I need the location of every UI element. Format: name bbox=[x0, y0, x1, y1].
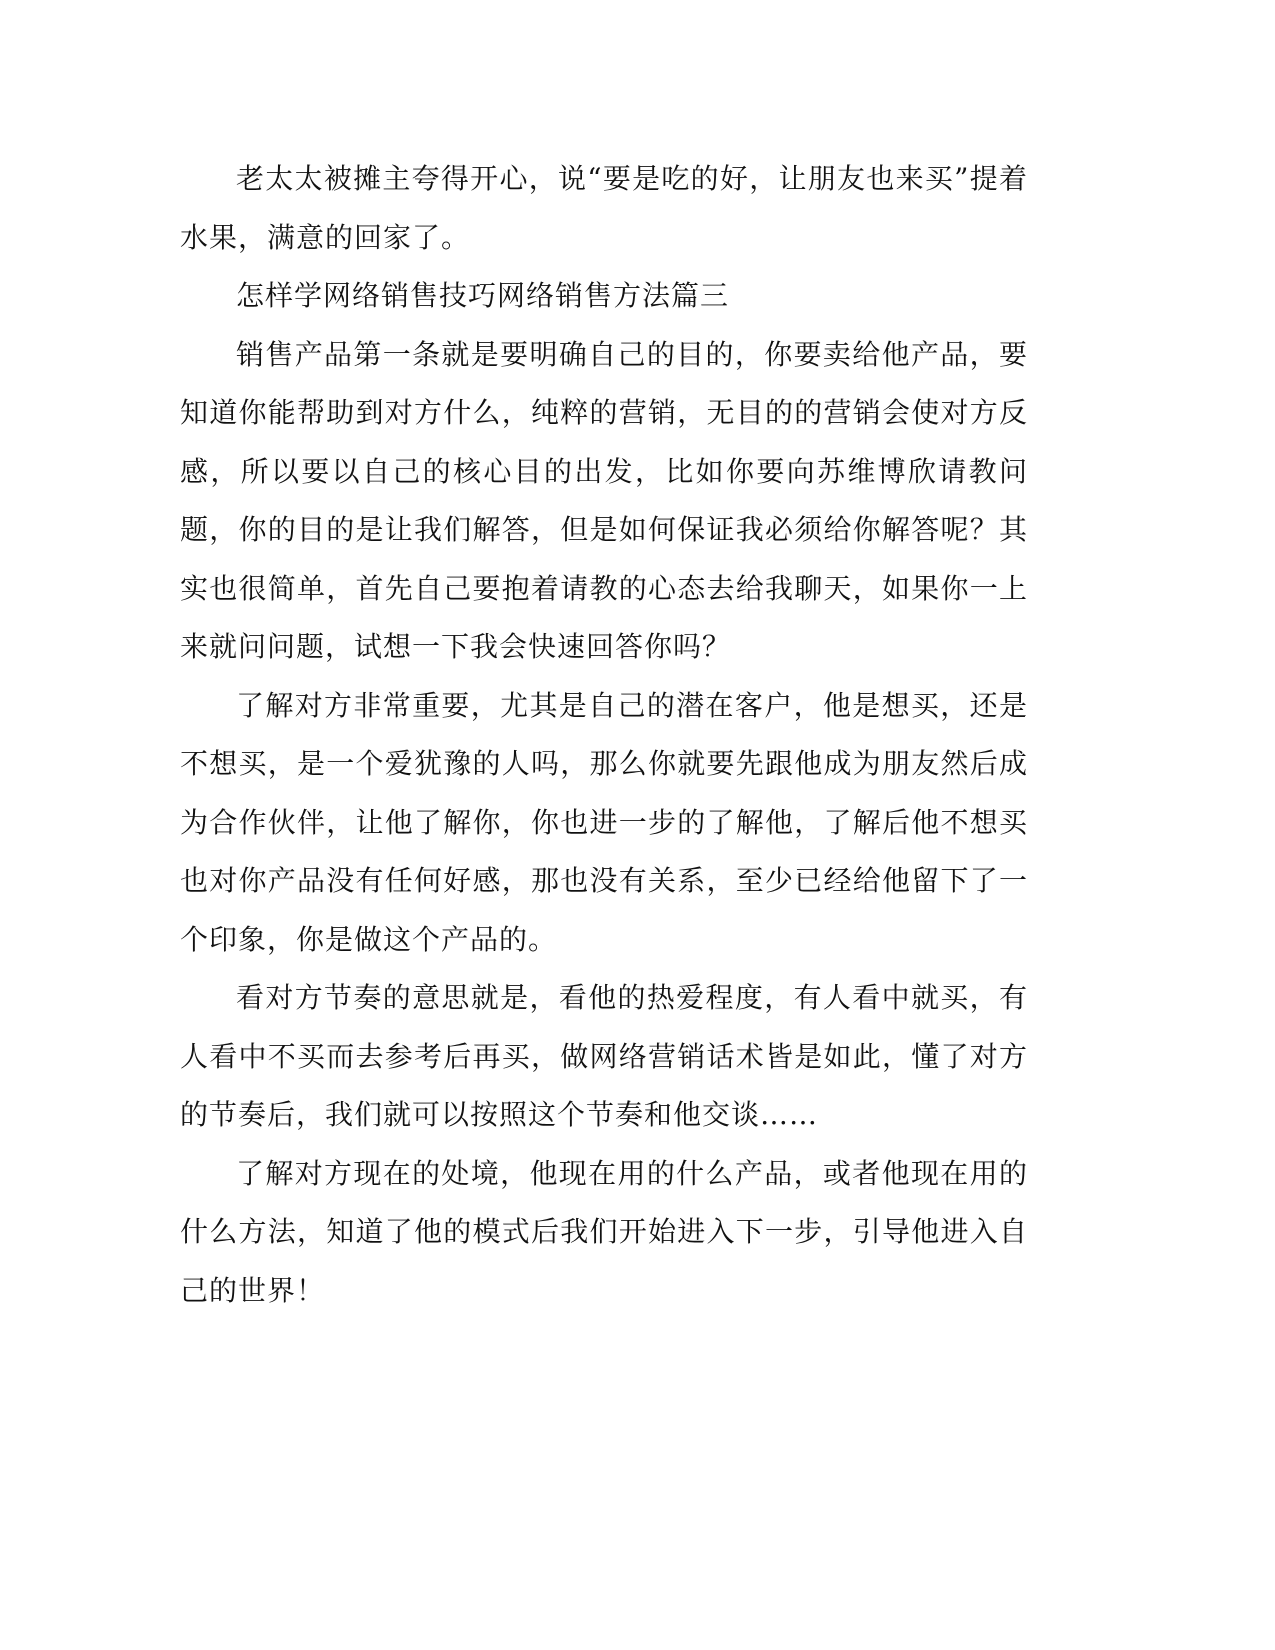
section-heading: 怎样学网络销售技巧网络销售方法篇三 bbox=[236, 279, 730, 312]
document-page bbox=[180, 150, 1028, 1320]
paragraph-situation: 了解对方现在的处境，他现在用的什么产品，或者他现在用的什么方法，知道了他的模式后我们开始进入下一步，引导他进入自己的世界！ bbox=[180, 1156, 1028, 1307]
paragraph-purpose: 销售产品第一条就是要明确自己的目的，你要卖给他产品，要知道你能帮助到对方什么，纯粹的营销，无目的的营销会使对方反感，所以要以自己的核心目的出发，比如你要向苏维博欣请教问题，你的目的是让我们解答，但是如何保证我必须给你解答呢？其实也很简单，首先自己要抱着请教的心态去给我聊天，如果你一上来就问问题，试想一下我会快速回答你吗？ bbox=[180, 337, 1028, 663]
paragraph-rhythm: 看对方节奏的意思就是，看他的热爱程度，有人看中就买，有人看中不买而去参考后再买，做网络营销话术皆是如此，懂了对方的节奏后，我们就可以按照这个节奏和他交谈…… bbox=[180, 981, 1028, 1131]
paragraph-closing-story: 老太太被摊主夸得开心，说“要是吃的好，让朋友也来买”提着水果，满意的回家了。 bbox=[180, 162, 1028, 254]
paragraph-understand-customer: 了解对方非常重要，尤其是自己的潜在客户，他是想买，还是不想买，是一个爱犹豫的人吗，那么你就要先跟他成为朋友然后成为合作伙伴，让他了解你，你也进一步的了解他，了解后他不想买也对你产品没有任何好感，那也没有关系，至少已经给他留下了一个印象，你是做这个产品的。 bbox=[180, 688, 1028, 956]
